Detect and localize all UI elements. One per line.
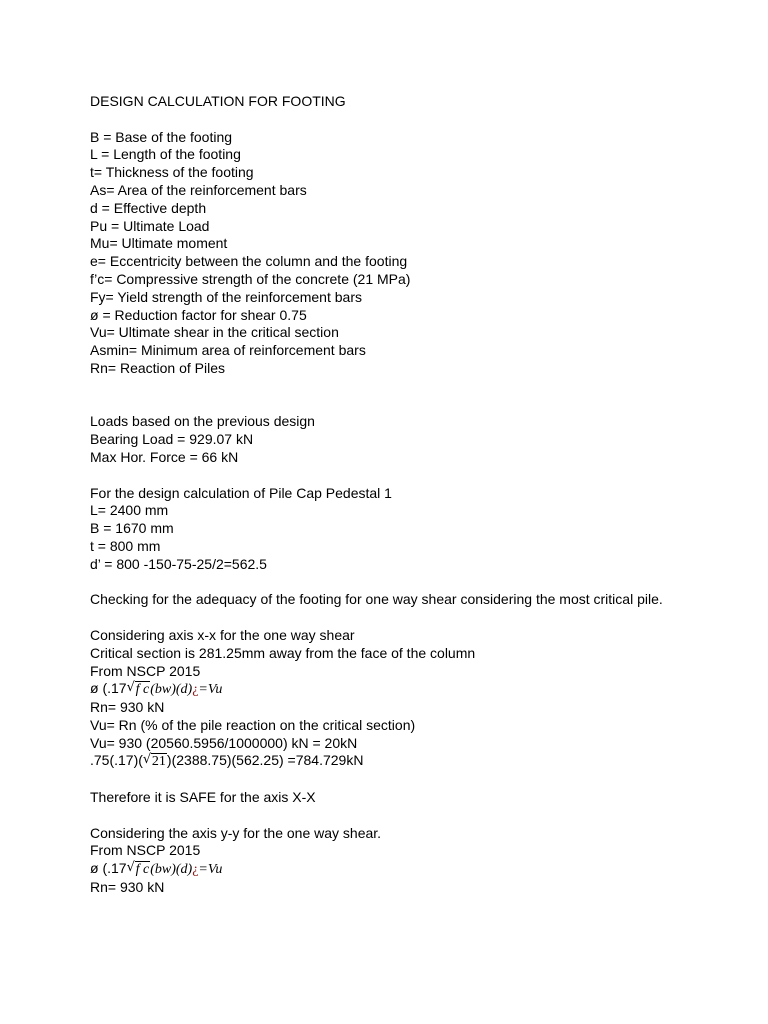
formula-body: (bw)(d) [150,682,193,698]
spacer [90,574,740,592]
calc-radicand: 21 [151,754,166,770]
radical-sign: √ [126,680,135,696]
pedestal-effective-depth: d’ = 800 -150-75-25/2=562.5 [90,555,267,572]
axis-xx-heading: Considering axis x-x for the one way shear [90,626,355,643]
calc-suffix: )(2388.75)(562.25) =784.729kN [166,752,364,769]
adequacy-check-paragraph: Checking for the adequacy of the footing for one way shear considering the most critical pile. [90,591,663,608]
capacity-calculation [90,752,740,771]
formula-body: (bw)(d) [150,862,193,878]
critical-section-note: Critical section is 281.25mm away from the face of the column [90,644,476,661]
code-reference: From NSCP 2015 [90,842,201,859]
shear-formula [90,860,740,879]
definition-base: B = Base of the footing [90,128,233,145]
sqrt-fc [127,681,151,699]
shear-formula [90,680,740,699]
pile-reaction-value: Rn= 930 kN [90,699,165,716]
axis-yy-section [90,825,740,897]
definition-length: L = Length of the footing [90,146,241,163]
sqrt-21 [143,753,167,771]
radical-sign: √ [142,752,152,768]
formula-radicand: f c [135,682,150,698]
definitions-list [90,129,740,378]
definition-eccentricity: e= Eccentricity between the column and the footing [90,253,408,270]
loads-heading: Loads based on the previous design [90,413,315,430]
spacer [90,609,740,627]
document-title: DESIGN CALCULATION FOR FOOTING [90,93,346,109]
formula-radicand: f c [135,862,150,878]
definition-ultimate-moment: Mu= Ultimate moment [90,235,228,252]
formula-prefix: ø (.17 [90,680,127,697]
definition-pile-reaction: Rn= Reaction of Piles [90,359,226,376]
axis-yy-heading: Considering the axis y-y for the one way shear. [90,824,382,841]
loads-section [90,413,740,466]
formula-mark: ¿ [192,862,199,878]
spacer [90,807,740,825]
pedestal-heading: For the design calculation of Pile Cap Pedestal 1 [90,484,392,501]
formula-mark: ¿ [192,682,199,698]
radical-sign: √ [126,860,135,876]
max-horizontal-force: Max Hor. Force = 66 kN [90,448,239,465]
spacer [90,467,740,485]
definition-ultimate-load: Pu = Ultimate Load [90,217,210,234]
definition-ultimate-shear: Vu= Ultimate shear in the critical section [90,324,339,341]
pedestal-base: B = 1670 mm [90,520,174,537]
vu-calculation: Vu= 930 (20560.5956/1000000) kN = 20kN [90,734,358,751]
definition-asmin: Asmin= Minimum area of reinforcement bars [90,342,366,359]
definition-reduction-factor: ø = Reduction factor for shear 0.75 [90,306,307,323]
pedestal-section [90,485,740,574]
definition-thickness: t= Thickness of the footing [90,164,254,181]
axis-xx-result: Therefore it is SAFE for the axis X-X [90,789,316,806]
formula-suffix: =Vu [198,682,223,698]
formula-prefix: ø (.17 [90,860,127,877]
definition-effective-depth: d = Effective depth [90,199,207,216]
pedestal-length: L= 2400 mm [90,502,169,519]
spacer [90,111,740,129]
vu-definition: Vu= Rn (% of the pile reaction on the critical section) [90,716,416,733]
axis-xx-section [90,627,740,807]
calc-prefix: .75(.17)( [90,752,143,769]
document-page [90,93,740,897]
definition-yield-strength: Fy= Yield strength of the reinforcement bars [90,288,362,305]
sqrt-fc [127,861,151,879]
pile-reaction-value: Rn= 930 kN [90,879,165,896]
definition-area-bars: As= Area of the reinforcement bars [90,181,307,198]
code-reference: From NSCP 2015 [90,662,201,679]
bearing-load: Bearing Load = 929.07 kN [90,431,254,448]
formula-suffix: =Vu [198,862,223,878]
pedestal-thickness: t = 800 mm [90,537,161,554]
spacer [90,378,740,414]
definition-compressive-strength: f’c= Compressive strength of the concrete (21 MPa) [90,270,411,287]
spacer [90,771,740,789]
